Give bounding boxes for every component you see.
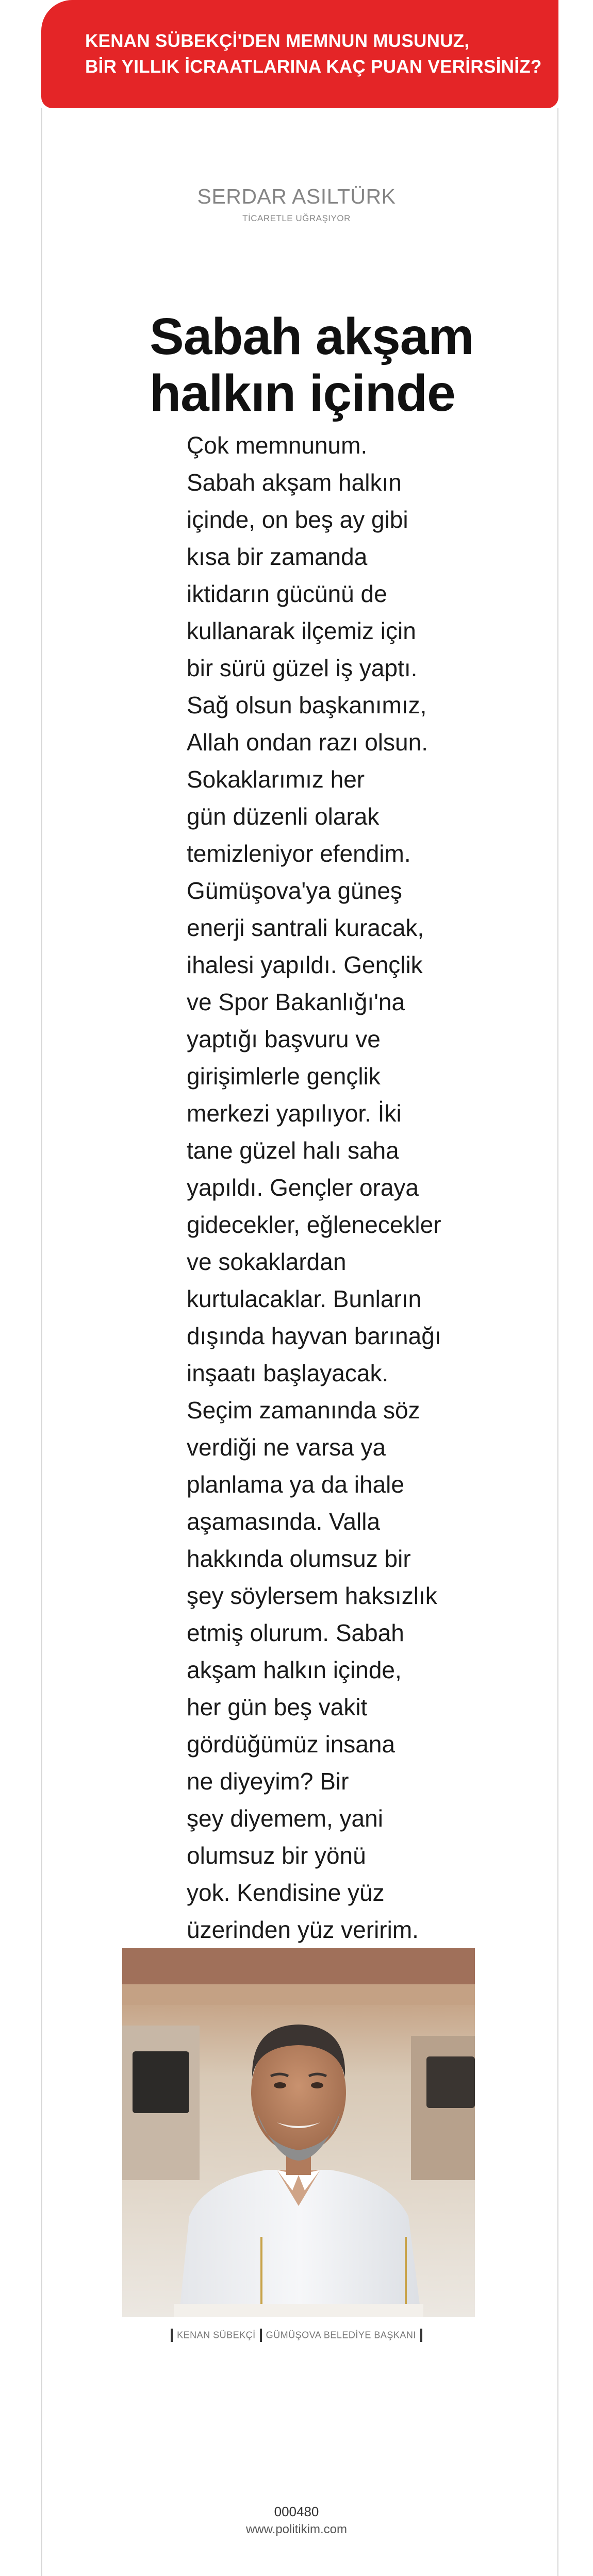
body-line: ne diyeyim? Bir bbox=[187, 1768, 349, 1795]
author-name: SERDAR ASILTÜRK bbox=[197, 185, 396, 208]
body-line: tane güzel halı saha bbox=[187, 1137, 399, 1164]
article-headline bbox=[150, 308, 474, 422]
caption-divider bbox=[260, 2329, 262, 2342]
body-line: içinde, on beş ay gibi bbox=[187, 506, 408, 533]
caption-name: KENAN SÜBEKÇİ bbox=[177, 2330, 256, 2340]
mayor-portrait-photo bbox=[122, 1948, 475, 2317]
body-line: şey diyemem, yani bbox=[187, 1805, 383, 1832]
body-line: her gün beş vakit bbox=[187, 1694, 368, 1720]
body-line: Seçim zamanında söz bbox=[187, 1397, 420, 1424]
body-line: olumsuz bir yönü bbox=[187, 1842, 366, 1869]
body-line: Gümüşova'ya güneş bbox=[187, 877, 402, 904]
body-line: akşam halkın içinde, bbox=[187, 1657, 402, 1683]
headline-line-2: halkın içinde bbox=[150, 364, 455, 422]
body-line: Allah ondan razı olsun. bbox=[187, 729, 428, 756]
headline-line-1: Sabah akşam bbox=[150, 308, 474, 365]
body-line: kurtulacaklar. Bunların bbox=[187, 1285, 422, 1312]
body-line: merkezi yapılıyor. İki bbox=[187, 1100, 402, 1127]
body-line: dışında hayvan barınağı bbox=[187, 1323, 441, 1349]
body-line: yapıldı. Gençler oraya bbox=[187, 1174, 419, 1201]
page-frame-right bbox=[557, 108, 558, 2576]
body-line: şey söylersem haksızlık bbox=[187, 1582, 437, 1609]
body-line: kısa bir zamanda bbox=[187, 543, 368, 570]
page-number: 000480 bbox=[274, 2504, 319, 2519]
body-line: kullanarak ilçemiz için bbox=[187, 617, 416, 644]
site-url: www.politikim.com bbox=[245, 2522, 348, 2536]
photo-caption bbox=[0, 2329, 593, 2342]
body-line: bir sürü güzel iş yaptı. bbox=[187, 655, 418, 681]
body-line: aşamasında. Valla bbox=[187, 1508, 381, 1535]
body-line: temizleniyor efendim. bbox=[187, 840, 411, 867]
body-line: yok. Kendisine yüz bbox=[187, 1879, 385, 1906]
body-line: yaptığı başvuru ve bbox=[187, 1026, 381, 1052]
body-line: gördüğümüz insana bbox=[187, 1731, 396, 1758]
body-line: verdiği ne varsa ya bbox=[187, 1434, 386, 1461]
body-line: enerji santrali kuracak, bbox=[187, 914, 424, 941]
body-line: planlama ya da ihale bbox=[187, 1471, 404, 1498]
body-line: ve Spor Bakanlığı'na bbox=[187, 989, 405, 1015]
banner-question-line-1: KENAN SÜBEKÇİ'DEN MEMNUN MUSUNUZ, bbox=[85, 31, 470, 51]
body-line: inşaatı başlayacak. bbox=[187, 1360, 389, 1386]
article-body bbox=[187, 427, 475, 1948]
body-line: Sağ olsun başkanımız, bbox=[187, 692, 427, 718]
body-line: etmiş olurum. Sabah bbox=[187, 1619, 404, 1646]
body-line: üzerinden yüz veririm. bbox=[187, 1916, 419, 1943]
body-line: ve sokaklardan bbox=[187, 1248, 347, 1275]
body-line: Çok memnunum. bbox=[187, 432, 368, 459]
body-line: iktidarın gücünü de bbox=[187, 580, 387, 607]
body-line: Sabah akşam halkın bbox=[187, 469, 402, 496]
body-line: gidecekler, eğlenecekler bbox=[187, 1211, 441, 1238]
caption-divider bbox=[420, 2329, 422, 2342]
body-line: gün düzenli olarak bbox=[187, 803, 380, 830]
body-line: girişimlerle gençlik bbox=[187, 1063, 381, 1090]
body-line: Sokaklarımız her bbox=[187, 766, 365, 793]
caption-title: GÜMÜŞOVA BELEDİYE BAŞKANI bbox=[266, 2330, 416, 2340]
question-banner bbox=[41, 0, 558, 108]
caption-divider bbox=[171, 2329, 173, 2342]
author-role: TİCARETLE UĞRAŞIYOR bbox=[242, 213, 351, 223]
body-line: ihalesi yapıldı. Gençlik bbox=[187, 951, 423, 978]
page-frame-left bbox=[41, 108, 42, 2576]
banner-question-line-2: BİR YILLIK İCRAATLARINA KAÇ PUAN VERİRSİNİZ? bbox=[85, 57, 542, 77]
body-line: hakkında olumsuz bir bbox=[187, 1545, 411, 1572]
